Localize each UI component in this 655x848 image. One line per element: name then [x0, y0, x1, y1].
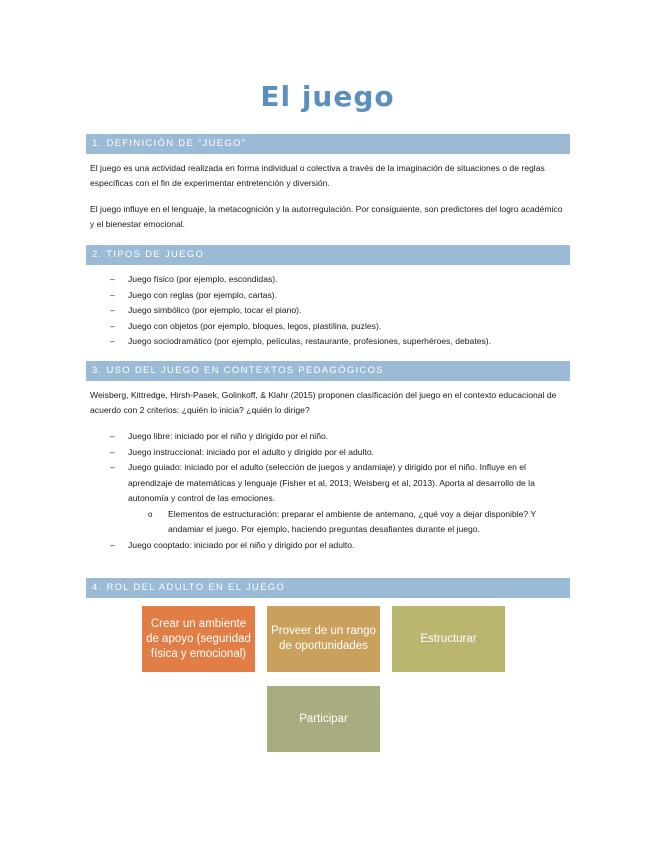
- list-item: – Juego sociodramático (por ejemplo, películas, restaurante, profesiones, superhéroes, debates).: [90, 334, 568, 350]
- list-item: – Juego instruccional: iniciado por el adulto y dirigido por el adulto.: [90, 445, 568, 461]
- tipos-list: [90, 272, 568, 350]
- list-item: – Juego simbólico (por ejemplo, tocar el piano).: [90, 303, 568, 319]
- list-item-text: Juego guiado: iniciado por el adulto (selección de juegos y andamiaje) y dirigido por el niño. Influye en el aprendizaje de matemáticas y lenguaje (Fisher et al, 2013; Weisberg et al, 2013). Aporta al desarrollo de la autonomía y control de las emociones.: [128, 462, 535, 503]
- paragraph-definicion: El juego es una actividad realizada en forma individual o colectiva a través de la imaginación de situaciones o de reglas específicas con el fin de experimentar entretención y diversión.: [90, 163, 545, 188]
- page-title: El juego: [260, 80, 395, 113]
- uso-list: [90, 429, 568, 553]
- section-heading-definicion: 1. DEFINICIÓN DE “JUEGO”: [86, 134, 570, 154]
- box-participar: Participar: [267, 686, 380, 752]
- paragraph-clasificacion: Weisberg, Kittredge, Hirsh-Pasek, Golinkoff, & Klahr (2015) proponen clasificación del juego en el contexto educacional de acuerdo con 2 criterios: ¿quién lo inicia? ¿quién lo dirige?: [90, 390, 557, 415]
- box-proveer-oportunidades: Proveer de un rango de oportunidades: [267, 606, 380, 672]
- section-heading-tipos: 2. TIPOS DE JUEGO: [86, 245, 570, 265]
- box-estructurar: Estructurar: [392, 606, 505, 672]
- section-heading-rol: 4. ROL DEL ADULTO EN EL JUEGO: [86, 578, 570, 598]
- list-item: – Juego libre: iniciado por el niño y dirigido por el niño.: [90, 429, 568, 445]
- sub-list-item: o Elementos de estructuración: preparar el ambiente de antemano, ¿qué voy a dejar disponible? Y andamiar el juego. Por ejemplo, haciendo preguntas desafiantes durante el juego.: [128, 507, 568, 538]
- list-item: – Juego con reglas (por ejemplo, cartas).: [90, 288, 568, 304]
- list-item: – Juego físico (por ejemplo, escondidas).: [90, 272, 568, 288]
- paragraph-influencia: El juego influye en el lenguaje, la metacognición y la autorregulación. Por consiguiente, son predictores del logro académico y el bienestar emocional.: [90, 204, 563, 229]
- list-item: [90, 460, 568, 538]
- section-heading-uso: 3. USO DEL JUEGO EN CONTEXTOS PEDAGÓGICOS: [86, 361, 570, 381]
- sub-list: [128, 507, 568, 538]
- list-item: – Juego cooptado: iniciado por el niño y dirigido por el adulto.: [90, 538, 568, 554]
- box-crear-ambiente: Crear un ambiente de apoyo (seguridad física y emocional): [142, 606, 255, 672]
- list-item: – Juego con objetos (por ejemplo, bloques, legos, plastilina, puzles).: [90, 319, 568, 335]
